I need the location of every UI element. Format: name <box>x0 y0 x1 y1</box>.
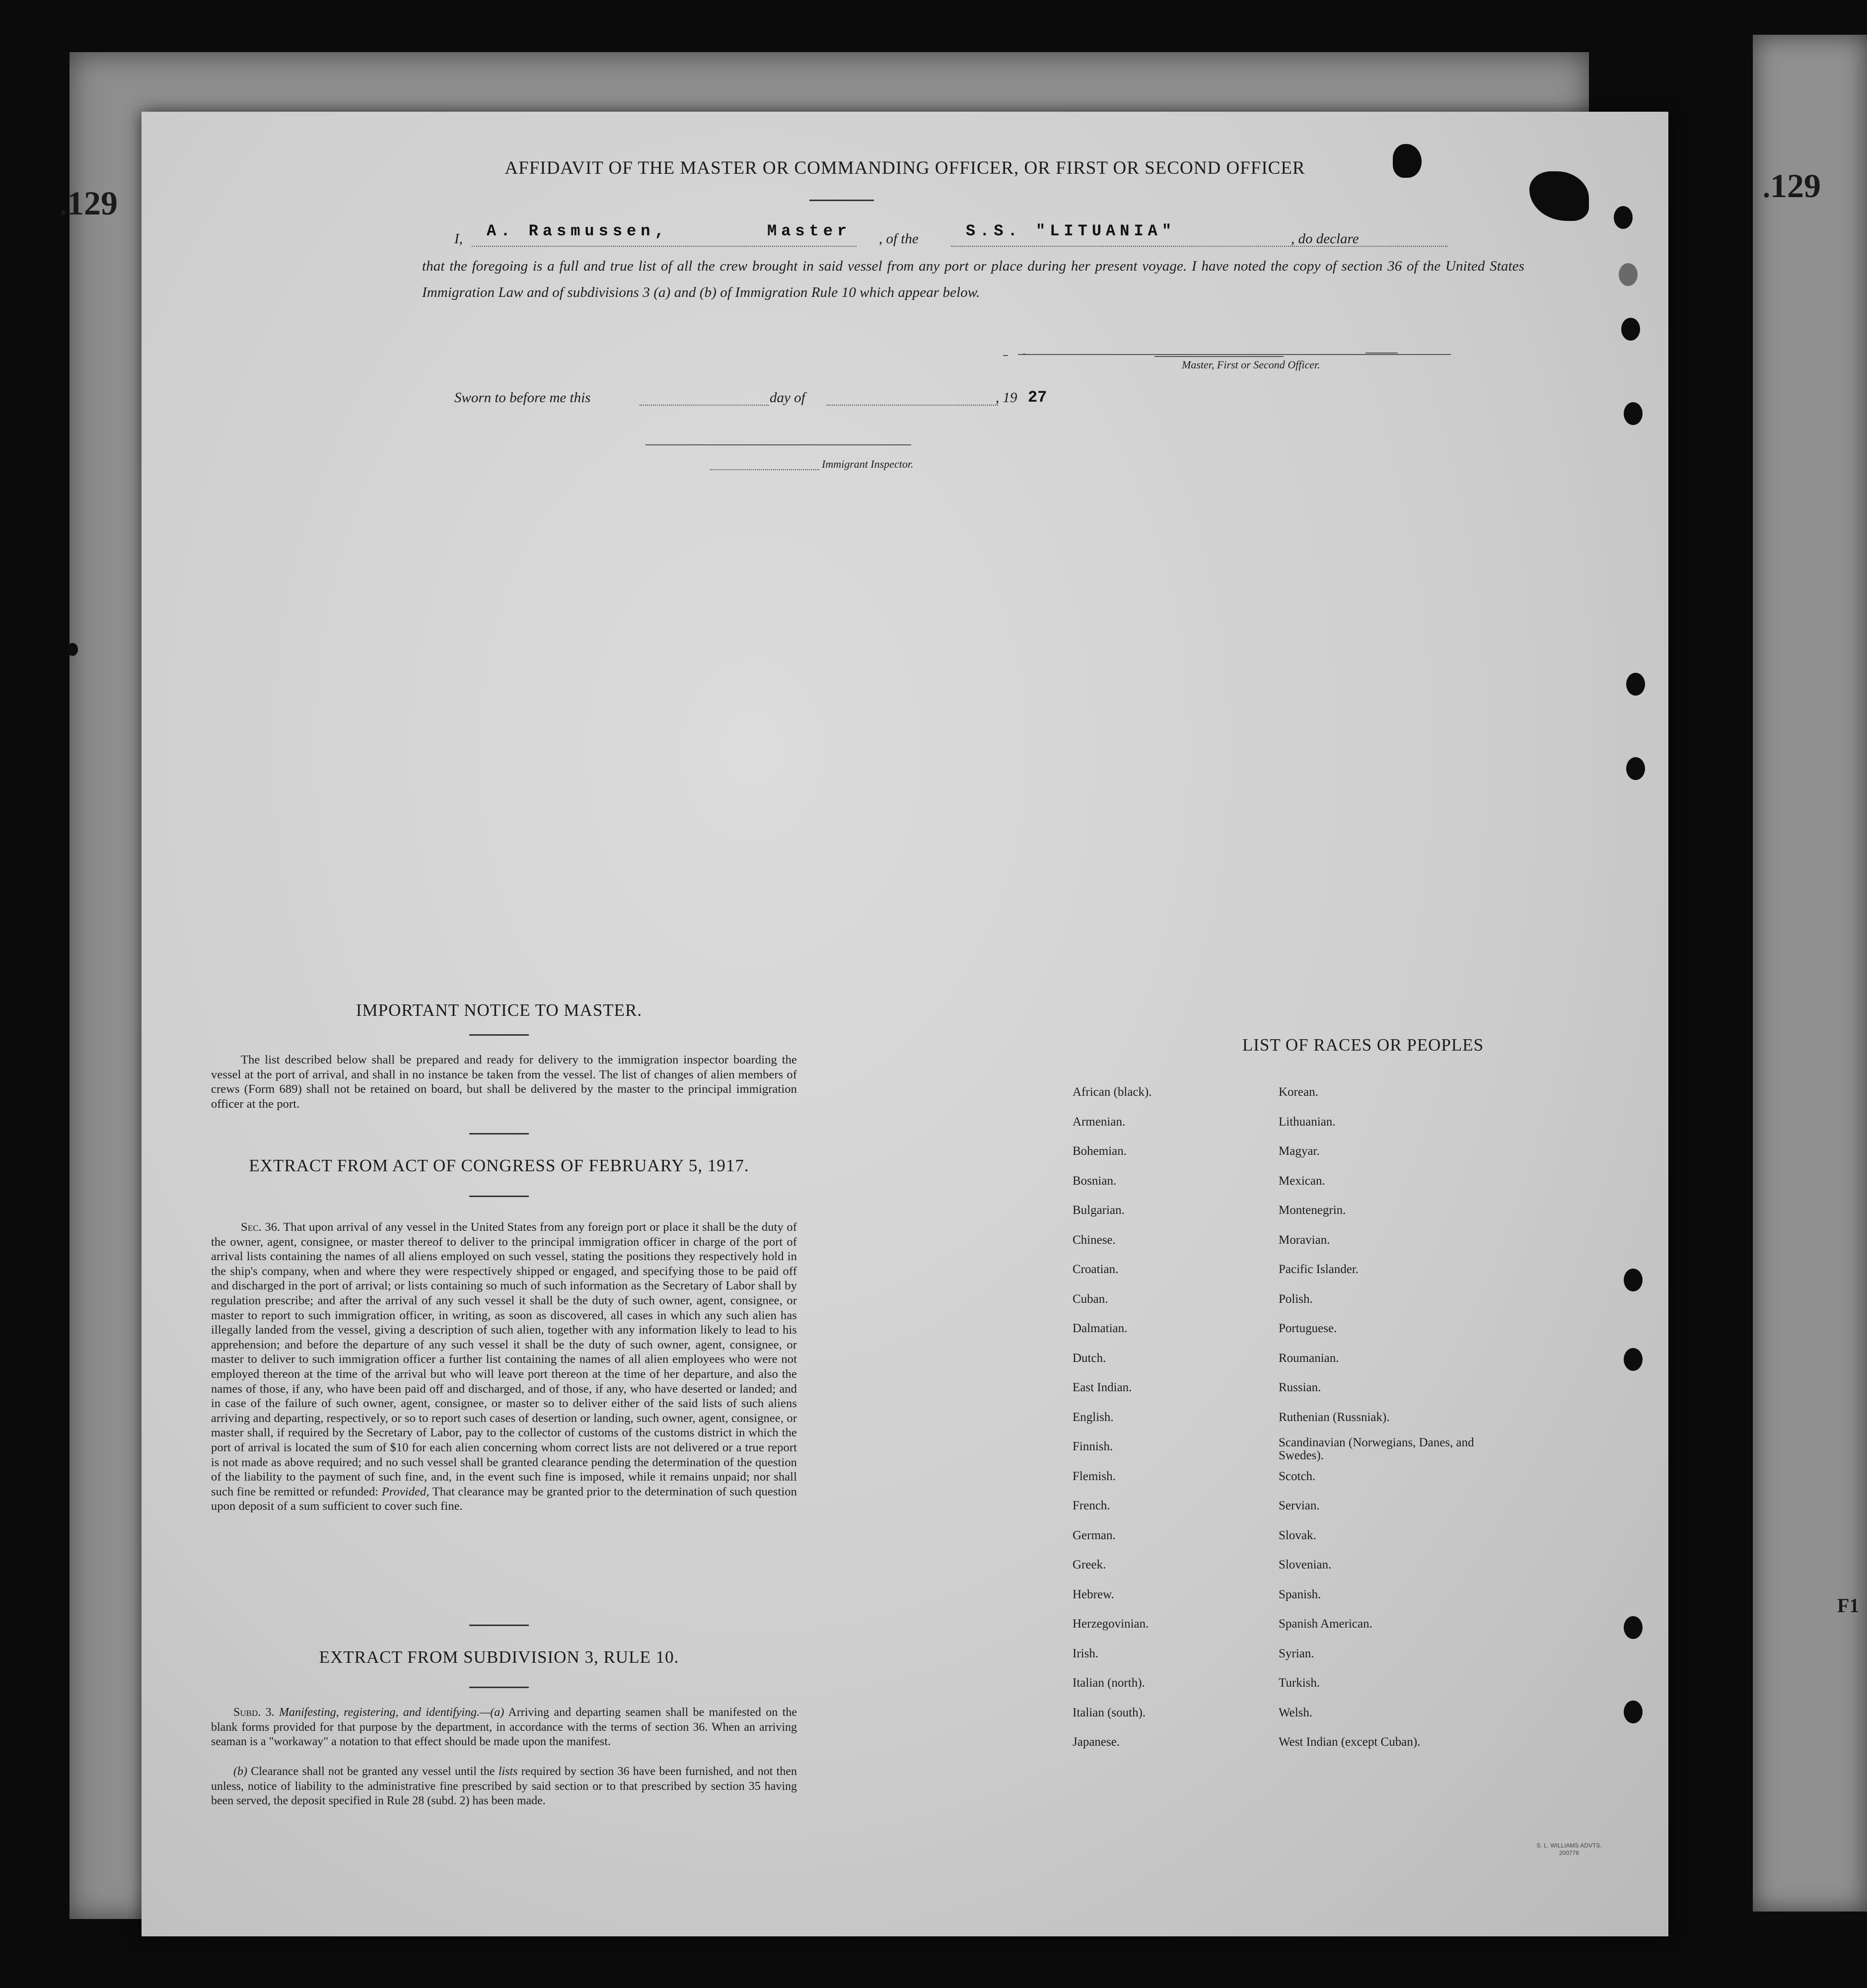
punch-hole <box>1614 206 1633 229</box>
race-item: Spanish. <box>1279 1587 1321 1601</box>
extract-act-body <box>211 1220 797 1514</box>
race-item: Ruthenian (Russniak). <box>1279 1410 1390 1424</box>
affidavit-i-label: I, <box>454 231 463 247</box>
race-item: Scotch. <box>1279 1469 1316 1483</box>
punch-hole <box>1624 402 1643 425</box>
race-item: Moravian. <box>1279 1233 1330 1247</box>
name-field-line <box>472 246 857 247</box>
race-item: Bohemian. <box>1073 1144 1127 1158</box>
affidavit-body: that the foregoing is a full and true list of all the crew brought in said vessel from any port or place during her present voyage. I have noted the copy of section 36 of the United States Immigration Law and of subdivisions 3 (a) and (b) of Immigration Rule 10 which appear below. <box>422 258 1524 300</box>
race-item: Mexican. <box>1279 1174 1325 1188</box>
extract-act-title: EXTRACT FROM ACT OF CONGRESS OF FEBRUARY 5, 1917. <box>249 1156 749 1175</box>
race-item: Dalmatian. <box>1073 1322 1128 1335</box>
extract-rule-title-rule <box>469 1687 529 1688</box>
race-item: Scandinavian (Norwegians, Danes, and Swedes). <box>1279 1436 1474 1462</box>
notice-rule <box>469 1034 529 1036</box>
race-item: Flemish. <box>1073 1469 1116 1483</box>
title-rule <box>809 200 874 201</box>
race-item: African (black). <box>1073 1085 1152 1099</box>
printer-stamp <box>1534 1842 1604 1857</box>
sworn-label: Sworn to before me this <box>454 390 591 406</box>
race-item: German. <box>1073 1528 1116 1542</box>
punch-hole <box>1624 1701 1643 1723</box>
signature-line-short2 <box>1154 356 1284 357</box>
master-name: A. Rasmussen, <box>487 222 669 240</box>
race-item: Pacific Islander. <box>1279 1263 1359 1276</box>
race-item: Irish. <box>1073 1646 1099 1660</box>
race-item: Bulgarian. <box>1073 1204 1125 1217</box>
race-item: Herzegovinian. <box>1073 1617 1149 1631</box>
race-item: Greek. <box>1073 1558 1106 1571</box>
part-b-text-2: required by section 36 have been furnished, and not then unless, notice of liability to the administrative fine prescribed by said section or to that prescribed by section 35 having been served, the deposit specified in Rule 28 (subd. 2) has been made. <box>211 1765 797 1808</box>
inspector-dots <box>710 469 819 470</box>
part-a-text: Arriving and departing seamen shall be manifested on the blank forms provided for that purpose by the department, in accordance with the terms of section 36. When an arriving seaman is a "workaway" a notation to that effect should be made upon the manifest. <box>211 1706 797 1749</box>
race-item: Korean. <box>1279 1085 1318 1099</box>
extract-rule-top <box>469 1133 529 1135</box>
extract-act-end-rule <box>469 1625 529 1626</box>
part-b-text-1: Clearance shall not be granted any vessel until the <box>251 1765 495 1778</box>
race-item: Lithuanian. <box>1279 1115 1336 1129</box>
race-item: Hebrew. <box>1073 1587 1114 1601</box>
race-item: Turkish. <box>1279 1676 1320 1690</box>
affidavit-title: AFFIDAVIT OF THE MASTER OR COMMANDING OFFICER, OR FIRST OR SECOND OFFICER <box>504 158 1305 178</box>
subd-label: Subd. 3. <box>233 1706 275 1719</box>
inspector-label: Immigrant Inspector. <box>822 458 914 470</box>
part-b-label: (b) <box>233 1765 247 1778</box>
right-page-number: .129 <box>1763 167 1821 205</box>
race-item: Chinese. <box>1073 1233 1116 1247</box>
race-item: Armenian. <box>1073 1115 1126 1129</box>
printer-stamp-line1: S. L. WILLIAMS ADVTS. <box>1536 1842 1602 1849</box>
do-declare-label: , do declare <box>1291 231 1359 247</box>
punch-hole <box>1624 1348 1643 1371</box>
vessel-field-line <box>951 246 1447 247</box>
rule-part-a <box>211 1705 797 1750</box>
year-prefix: , 19 <box>996 390 1017 406</box>
race-item: Portuguese. <box>1279 1322 1337 1335</box>
extract-rule-bottom <box>469 1196 529 1197</box>
notice-title: IMPORTANT NOTICE TO MASTER. <box>356 1000 643 1020</box>
extract-rule-title: EXTRACT FROM SUBDIVISION 3, RULE 10. <box>319 1647 679 1667</box>
race-item: Italian (north). <box>1073 1676 1145 1690</box>
race-item: Montenegrin. <box>1279 1204 1346 1217</box>
punch-hole <box>1624 1616 1643 1639</box>
rule-part-b <box>211 1765 797 1809</box>
day-of-label: day of <box>770 390 805 406</box>
sec-36-text: That upon arrival of any vessel in the United States from any foreign port or place it shall be the duty of the owner, agent, consignee, or master thereof to deliver to the principal immigration officer in charge of the port of arrival lists containing the names of all aliens employed on such vessel, stating the positions they respectively hold in the ship's company, when and where they were respectively shipped or engaged, and specifying those to be paid off and discharged in the port of arrival; or lists containing so much of such information as the Secretary of Labor shall by regulation prescribe; and after the arrival of any such vessel it shall be the duty of such owner, agent, consignee, or master to report to such immigration officer, in writing, as soon as discovered, all cases in which any such alien has illegally landed from the vessel, giving a description of such alien, together with any information likely to lead to his apprehension; and before the departure of any such vessel it shall be the duty of such owner, agent, consignee, or master to deliver to such immigration officer a further list containing the names of all alien employees who were not employed thereon at the time of the arrival but who will leave port thereon at the time of her departure, and also the names of those, if any, who have been paid off and discharged, and of those, if any, who have deserted or landed; and in case of the failure of such owner, agent, consignee, or master so to deliver either of the said lists of such aliens arriving and departing, respectively, or so to report such cases of desertion or landing, such owner, agent, consignee, or master shall, if required by the Secretary of Labor, pay to the collector of customs of the customs district in which the port of arrival is located the sum of $10 for each alien concerning whom correct lists are not delivered or a true report is not made as above required; and no such vessel shall be granted clearance pending the determination of the question of the liability to the payment of such fine, and, in the event such fine is imposed, while it remains unpaid; nor shall such fine be remitted or refunded: <box>211 1220 797 1498</box>
race-item: French. <box>1073 1499 1110 1512</box>
signature-line-tick <box>1003 355 1008 356</box>
of-the-label: , of the <box>879 231 919 247</box>
year-value: 27 <box>1028 388 1047 407</box>
race-item: Spanish American. <box>1279 1617 1372 1631</box>
master-rank: Master <box>767 222 852 240</box>
punch-hole <box>1621 318 1640 341</box>
sworn-day-line <box>640 405 769 406</box>
punch-hole <box>1619 263 1638 286</box>
inspector-signature-line <box>646 444 911 445</box>
part-b-lists: lists <box>498 1765 518 1778</box>
vessel-name: S.S. "LITUANIA" <box>966 222 1176 240</box>
stray-dot <box>67 643 78 656</box>
punch-hole <box>1626 673 1645 696</box>
signature-line-label: Master, First or Second Officer. <box>1182 358 1320 371</box>
provided-text: That clearance may be granted prior to the determination of such question upon deposit of a sum sufficient to cover such fine. <box>211 1485 797 1513</box>
sec-label: Sec. 36. <box>241 1220 281 1234</box>
punch-hole <box>1626 757 1645 780</box>
torn-hole <box>1529 171 1589 221</box>
sworn-month-line <box>827 405 998 406</box>
subd-heading: Manifesting, registering, and identifying.—(a) <box>279 1706 504 1719</box>
signature-line-mark <box>1365 353 1398 354</box>
race-item: Syrian. <box>1279 1646 1314 1660</box>
race-item: Magyar. <box>1279 1144 1320 1158</box>
races-title: LIST OF RACES OR PEOPLES <box>1242 1035 1484 1055</box>
race-item: Russian. <box>1279 1381 1321 1394</box>
background-page-right <box>1753 35 1867 1912</box>
race-item: Roumanian. <box>1279 1351 1339 1365</box>
race-item: West Indian (except Cuban). <box>1279 1735 1421 1749</box>
race-item: Slovenian. <box>1279 1558 1332 1571</box>
race-item: English. <box>1073 1410 1114 1424</box>
race-item: Finnish. <box>1073 1440 1113 1453</box>
left-page-number: .129 <box>60 184 118 222</box>
notice-body: The list described below shall be prepared and ready for delivery to the immigration inspector boarding the vessel at the port of arrival, and shall in no instance be taken from the vessel. The list of changes of alien members of crews (Form 689) shall not be retained on board, but shall be delivered by the master to the principal immigration officer at the port. <box>211 1053 797 1111</box>
race-item: Italian (south). <box>1073 1705 1146 1719</box>
race-item: Welsh. <box>1279 1705 1313 1719</box>
race-item: Croatian. <box>1073 1263 1119 1276</box>
race-item: Slovak. <box>1279 1528 1316 1542</box>
right-edge-label: F1 <box>1837 1594 1860 1617</box>
provided-label: Provided, <box>381 1485 430 1498</box>
race-item: Bosnian. <box>1073 1174 1117 1188</box>
manifest-page <box>142 112 1668 1936</box>
race-item: East Indian. <box>1073 1381 1132 1394</box>
punch-hole <box>1624 1269 1643 1291</box>
race-item: Cuban. <box>1073 1292 1108 1306</box>
printer-stamp-line2: 200776 <box>1559 1849 1580 1856</box>
race-item: Dutch. <box>1073 1351 1106 1365</box>
race-item: Japanese. <box>1073 1735 1120 1749</box>
signature-line <box>1024 354 1451 355</box>
race-item: Polish. <box>1279 1292 1313 1306</box>
race-item: Servian. <box>1279 1499 1320 1512</box>
